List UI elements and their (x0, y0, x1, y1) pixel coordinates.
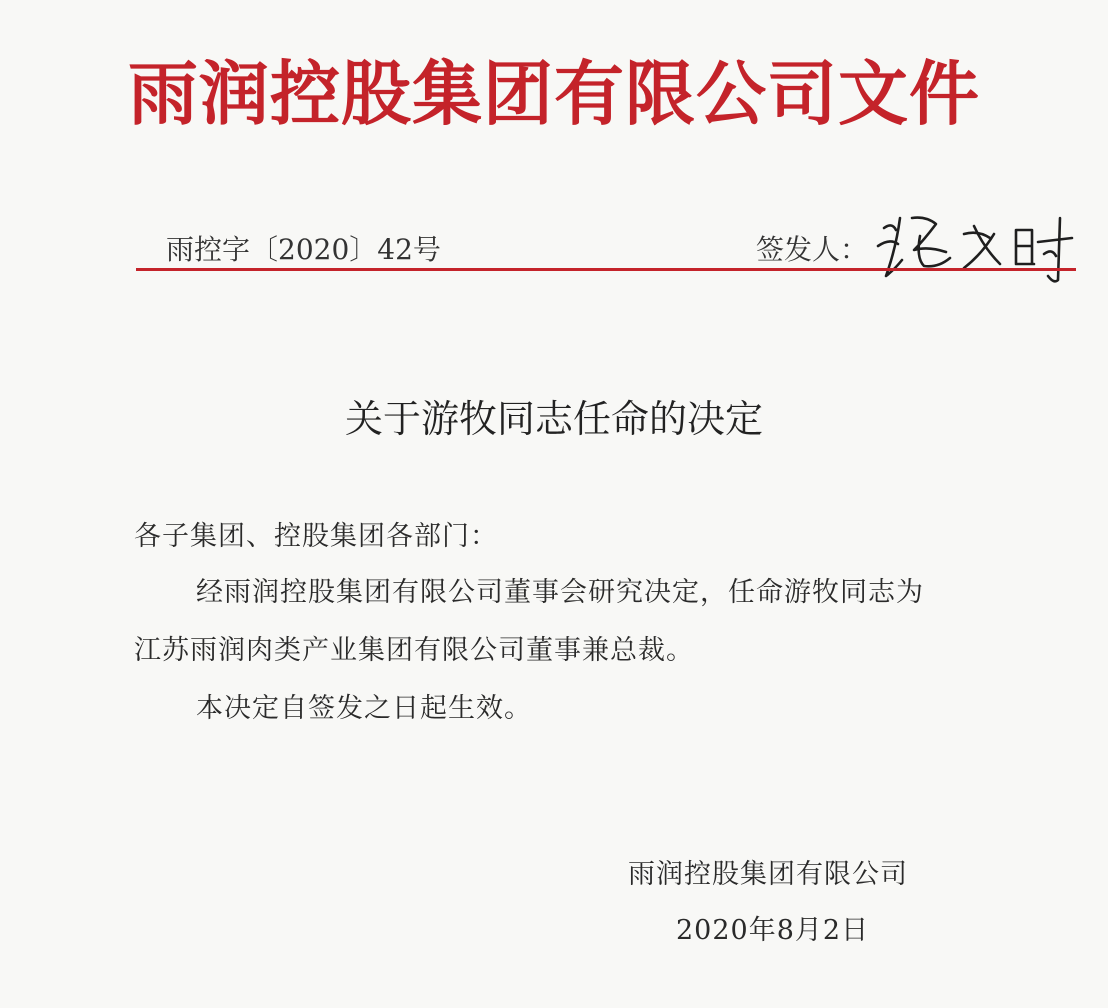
issuer-label: 签发人： (756, 233, 869, 266)
paragraph-1-line-2: 江苏雨润肉类产业集团有限公司董事兼总裁。 (134, 635, 694, 666)
red-separator-line (136, 268, 1076, 271)
handwritten-signature (866, 188, 1086, 288)
paragraph-1-line-1: 经雨润控股集团有限公司董事会研究决定，任命游牧同志为 (196, 577, 924, 608)
document-title: 关于游牧同志任命的决定 (344, 397, 763, 441)
document-header-title: 雨润控股集团有限公司文件 (128, 53, 980, 135)
paragraph-2: 本决定自签发之日起生效。 (196, 693, 532, 724)
reference-row (136, 222, 1076, 272)
signoff-date: 2020年8月2日 (676, 915, 870, 946)
addressee-line: 各子集团、控股集团各部门： (134, 521, 498, 552)
document-number: 雨控字〔2020〕42号 (166, 233, 441, 266)
signoff-organization: 雨润控股集团有限公司 (628, 859, 908, 890)
